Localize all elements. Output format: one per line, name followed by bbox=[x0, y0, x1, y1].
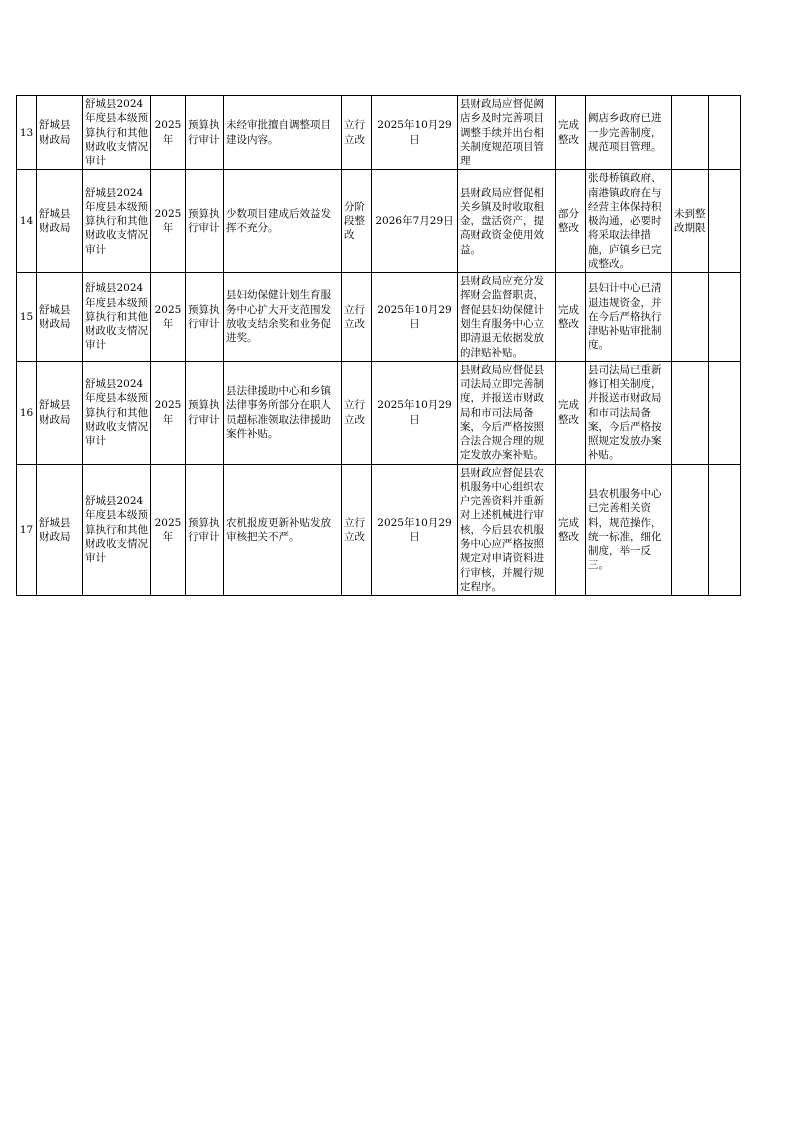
audit-type: 预算执行审计 bbox=[186, 273, 224, 362]
table-row bbox=[17, 361, 741, 464]
rectification-progress: 县农机服务中心已完善相关资料，规范操作，统一标准，细化制度，举一反三。 bbox=[586, 464, 672, 595]
rectification-deadline: 2025年10月29日 bbox=[372, 361, 458, 464]
rectification-status: 部分整改 bbox=[556, 170, 586, 273]
rectification-method: 分阶段整改 bbox=[342, 170, 372, 273]
responsible-unit: 舒城县财政局 bbox=[37, 170, 83, 273]
rectification-deadline: 2026年7月29日 bbox=[372, 170, 458, 273]
row-note bbox=[709, 273, 741, 362]
audit-year: 2025年 bbox=[151, 273, 186, 362]
audit-project: 舒城县2024年度县本级预算执行和其他财政收支情况审计 bbox=[83, 96, 151, 170]
rectification-measures: 县财政局应督促相关乡镇及时收取租金，盘活资产，提高财政资金使用效益。 bbox=[458, 170, 556, 273]
audit-type: 预算执行审计 bbox=[186, 464, 224, 595]
incomplete-reason bbox=[672, 273, 709, 362]
rectification-progress: 张母桥镇政府、南港镇政府在与经营主体保持积极沟通，必要时将采取法律措施，庐镇乡已完成整改。 bbox=[586, 170, 672, 273]
incomplete-reason bbox=[672, 96, 709, 170]
audit-type: 预算执行审计 bbox=[186, 170, 224, 273]
rectification-status: 完成整改 bbox=[556, 361, 586, 464]
incomplete-reason bbox=[672, 464, 709, 595]
row-note bbox=[709, 170, 741, 273]
audit-rectification-table bbox=[16, 95, 741, 596]
row-number: 17 bbox=[17, 464, 37, 595]
row-note bbox=[709, 96, 741, 170]
row-number: 16 bbox=[17, 361, 37, 464]
rectification-progress: 阙店乡政府已进一步完善制度，规范项目管理。 bbox=[586, 96, 672, 170]
incomplete-reason: 未到整改期限 bbox=[672, 170, 709, 273]
issue-description: 农机报废更新补贴发放审核把关不严。 bbox=[224, 464, 342, 595]
audit-year: 2025年 bbox=[151, 464, 186, 595]
rectification-method: 立行立改 bbox=[342, 96, 372, 170]
audit-year: 2025年 bbox=[151, 96, 186, 170]
issue-description: 县法律援助中心和乡镇法律事务所部分在职人员超标准领取法律援助案件补贴。 bbox=[224, 361, 342, 464]
table-row bbox=[17, 96, 741, 170]
rectification-measures: 县财政局应督促阙店乡及时完善项目调整手续并出台相关制度规范项目管理 bbox=[458, 96, 556, 170]
rectification-method: 立行立改 bbox=[342, 464, 372, 595]
rectification-status: 完成整改 bbox=[556, 273, 586, 362]
responsible-unit: 舒城县财政局 bbox=[37, 273, 83, 362]
rectification-deadline: 2025年10月29日 bbox=[372, 464, 458, 595]
audit-year: 2025年 bbox=[151, 170, 186, 273]
responsible-unit: 舒城县财政局 bbox=[37, 361, 83, 464]
rectification-progress: 县妇计中心已清退违规资金，并在今后严格执行津贴补贴审批制度。 bbox=[586, 273, 672, 362]
issue-description: 少数项目建成后效益发挥不充分。 bbox=[224, 170, 342, 273]
rectification-measures: 县财政局应充分发挥财会监督职责，督促县妇幼保健计划生育服务中心立即清退无依据发放的津贴补贴。 bbox=[458, 273, 556, 362]
incomplete-reason bbox=[672, 361, 709, 464]
responsible-unit: 舒城县财政局 bbox=[37, 96, 83, 170]
rectification-measures: 县财政应督促县农机服务中心组织农户完善资料并重新对上述机械进行审核，今后县农机服务中心应严格按照规定对申请资料进行审核，并履行规定程序。 bbox=[458, 464, 556, 595]
audit-project: 舒城县2024年度县本级预算执行和其他财政收支情况审计 bbox=[83, 273, 151, 362]
audit-year: 2025年 bbox=[151, 361, 186, 464]
table-row bbox=[17, 273, 741, 362]
row-number: 14 bbox=[17, 170, 37, 273]
rectification-method: 立行立改 bbox=[342, 361, 372, 464]
table-row bbox=[17, 170, 741, 273]
audit-type: 预算执行审计 bbox=[186, 361, 224, 464]
row-number: 15 bbox=[17, 273, 37, 362]
rectification-progress: 县司法局已重新修订相关制度，并报送市财政局和市司法局备案，今后严格按照规定发放办案补贴。 bbox=[586, 361, 672, 464]
audit-project: 舒城县2024年度县本级预算执行和其他财政收支情况审计 bbox=[83, 464, 151, 595]
audit-project: 舒城县2024年度县本级预算执行和其他财政收支情况审计 bbox=[83, 361, 151, 464]
audit-type: 预算执行审计 bbox=[186, 96, 224, 170]
row-number: 13 bbox=[17, 96, 37, 170]
row-note bbox=[709, 464, 741, 595]
rectification-status: 完成整改 bbox=[556, 464, 586, 595]
rectification-measures: 县财政局应督促县司法局立即完善制度，并报送市财政局和市司法局备案，今后严格按照合法合规合理的规定发放办案补贴。 bbox=[458, 361, 556, 464]
row-note bbox=[709, 361, 741, 464]
rectification-deadline: 2025年10月29日 bbox=[372, 273, 458, 362]
audit-project: 舒城县2024年度县本级预算执行和其他财政收支情况审计 bbox=[83, 170, 151, 273]
table-row bbox=[17, 464, 741, 595]
responsible-unit: 舒城县财政局 bbox=[37, 464, 83, 595]
rectification-status: 完成整改 bbox=[556, 96, 586, 170]
issue-description: 县妇幼保健计划生育服务中心扩大开支范围发放收支结余奖和业务促进奖。 bbox=[224, 273, 342, 362]
rectification-method: 立行立改 bbox=[342, 273, 372, 362]
rectification-deadline: 2025年10月29日 bbox=[372, 96, 458, 170]
issue-description: 未经审批擅自调整项目建设内容。 bbox=[224, 96, 342, 170]
